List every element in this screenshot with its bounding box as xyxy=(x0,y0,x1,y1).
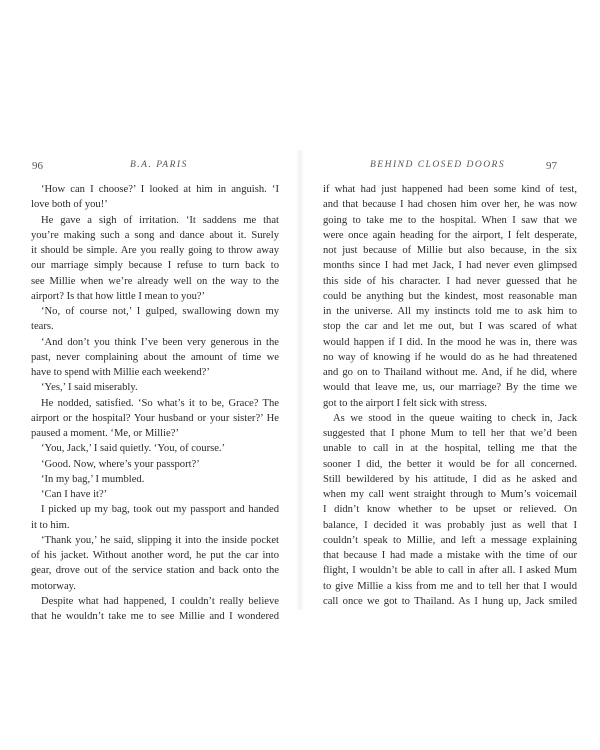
text-line: call once we got to Thailand. As I hung up, Jack smiled xyxy=(323,595,577,607)
text-line: love both of you!’ xyxy=(31,199,108,211)
text-line: would happen if I did. In the mood he was in, there was xyxy=(323,336,577,348)
text-line: balance, I decided it was probably just as well that I xyxy=(323,519,577,531)
text-line: ‘Thank you,’ he said, slipping it into the inside pocket xyxy=(41,534,279,546)
text-line: not just because of Millie but also because, in the six xyxy=(323,245,577,256)
text-line: ‘Yes,’ I said miserably. xyxy=(41,382,138,394)
left-running-head: B.A. PARIS xyxy=(130,160,188,170)
text-line: our marriage simply because I refuse to turn back to xyxy=(31,260,279,272)
text-line: tears. xyxy=(31,321,54,333)
text-line: gear, drove out of the service station and back onto the xyxy=(31,565,279,577)
text-line: sooner I did, the better it would be for all concerned. xyxy=(323,458,577,470)
text-line: airport or the hospital? Your husband or your sister?’ He xyxy=(31,412,279,424)
text-line: ‘And don’t you think I’ve been very generous in the xyxy=(41,336,279,348)
left-page-number: 96 xyxy=(32,160,43,172)
text-line: unable to call in at the hospital, telling me that the xyxy=(323,443,577,455)
text-line: see Millie when we’re already well on the way to the xyxy=(31,275,279,287)
right-running-head: BEHIND CLOSED DOORS xyxy=(370,160,506,170)
text-line: airport? Is that how little I mean to you?’ xyxy=(31,290,206,302)
text-line: have to spend with Millie each weekend?’ xyxy=(31,367,210,378)
text-line: if what had just happened had been some kind of test, xyxy=(323,184,577,195)
text-line: ‘No, of course not,’ I gulped, swallowing down my xyxy=(41,306,279,317)
text-line: He gave a sigh of irritation. ‘It saddens me that xyxy=(41,214,279,226)
text-line: got to the airport I felt sick with stress. xyxy=(323,397,487,409)
text-line: paused a moment. ‘Me, or Millie?’ xyxy=(31,428,179,439)
text-line: in the universe. All my instincts told me to ask him to xyxy=(323,306,577,317)
text-line: suggested that I phone Mum to tell her that we’d been xyxy=(323,428,577,439)
text-line: Despite what had happened, I couldn’t really believe xyxy=(41,595,279,607)
text-line: going to take me to the hospital. When I saw that we xyxy=(323,214,577,226)
text-line: He nodded, satisfied. ‘So what’s it to be, Grace? The xyxy=(41,397,279,409)
text-line: to give Millie a kiss from me and to tell her that I would xyxy=(323,580,577,592)
text-line: were once again heading for the airport, I felt desperate, xyxy=(323,229,577,241)
text-line: and go on to Thailand without me. And, if he did, where xyxy=(323,367,577,378)
text-line: ‘In my bag,’ I mumbled. xyxy=(41,473,145,485)
left-body-text xyxy=(31,182,279,624)
text-line: could be anything but the kindest, most reasonable man xyxy=(323,290,577,302)
text-line: that because I had made a mistake with the time of our xyxy=(323,550,577,561)
text-line: that he wouldn’t take me to see Millie and I wondered xyxy=(31,611,279,622)
text-line: of his jacket. Without another word, he put the car into xyxy=(31,550,279,561)
text-line: would that leave me, us, our marriage? By the time we xyxy=(323,382,577,394)
text-line: it should be simple. Are you really going to throw away xyxy=(31,245,279,256)
text-line: you’re making such a song and dance about it. Surely xyxy=(31,229,279,241)
text-line: stop the car and let me out, but I was scared of what xyxy=(323,321,577,333)
text-line: I picked up my bag, took out my passport and handed xyxy=(41,504,279,516)
text-line: couldn’t speak to Millie, and left a message explaining xyxy=(323,534,577,546)
text-line: motorway. xyxy=(31,580,76,592)
right-body-text xyxy=(323,182,577,609)
right-page xyxy=(300,0,600,750)
text-line: no way of knowing if he would do as he had threatened xyxy=(323,351,577,363)
text-line: past, never complaining about the amount of time we xyxy=(31,351,279,363)
text-line: As we stood in the queue waiting to check in, Jack xyxy=(333,412,577,424)
text-line: I didn’t know whether to be upset or relieved. On xyxy=(323,504,577,516)
text-line: this side of his character. I had never guessed that he xyxy=(323,275,577,287)
text-line: ‘How can I choose?’ I looked at him in anguish. ‘I xyxy=(41,184,279,195)
text-line: Still bewildered by his attitude, I did as he asked and xyxy=(323,473,577,485)
text-line: when my call went straight through to Mum’s voicemail xyxy=(323,489,577,500)
text-line: ‘Good. Now, where’s your passport?’ xyxy=(41,458,200,470)
text-line: and that because I had chosen him over her, he was now xyxy=(323,199,577,211)
text-line: months since I had met Jack, I had never even glimpsed xyxy=(323,260,577,272)
text-line: flight, I wouldn’t be able to call in after all. I asked Mum xyxy=(323,565,577,577)
text-line: it to him. xyxy=(31,519,70,531)
right-page-number: 97 xyxy=(546,160,557,172)
text-line: ‘You, Jack,’ I said quietly. ‘You, of course.’ xyxy=(41,443,226,455)
text-line: ‘Can I have it?’ xyxy=(41,489,108,500)
